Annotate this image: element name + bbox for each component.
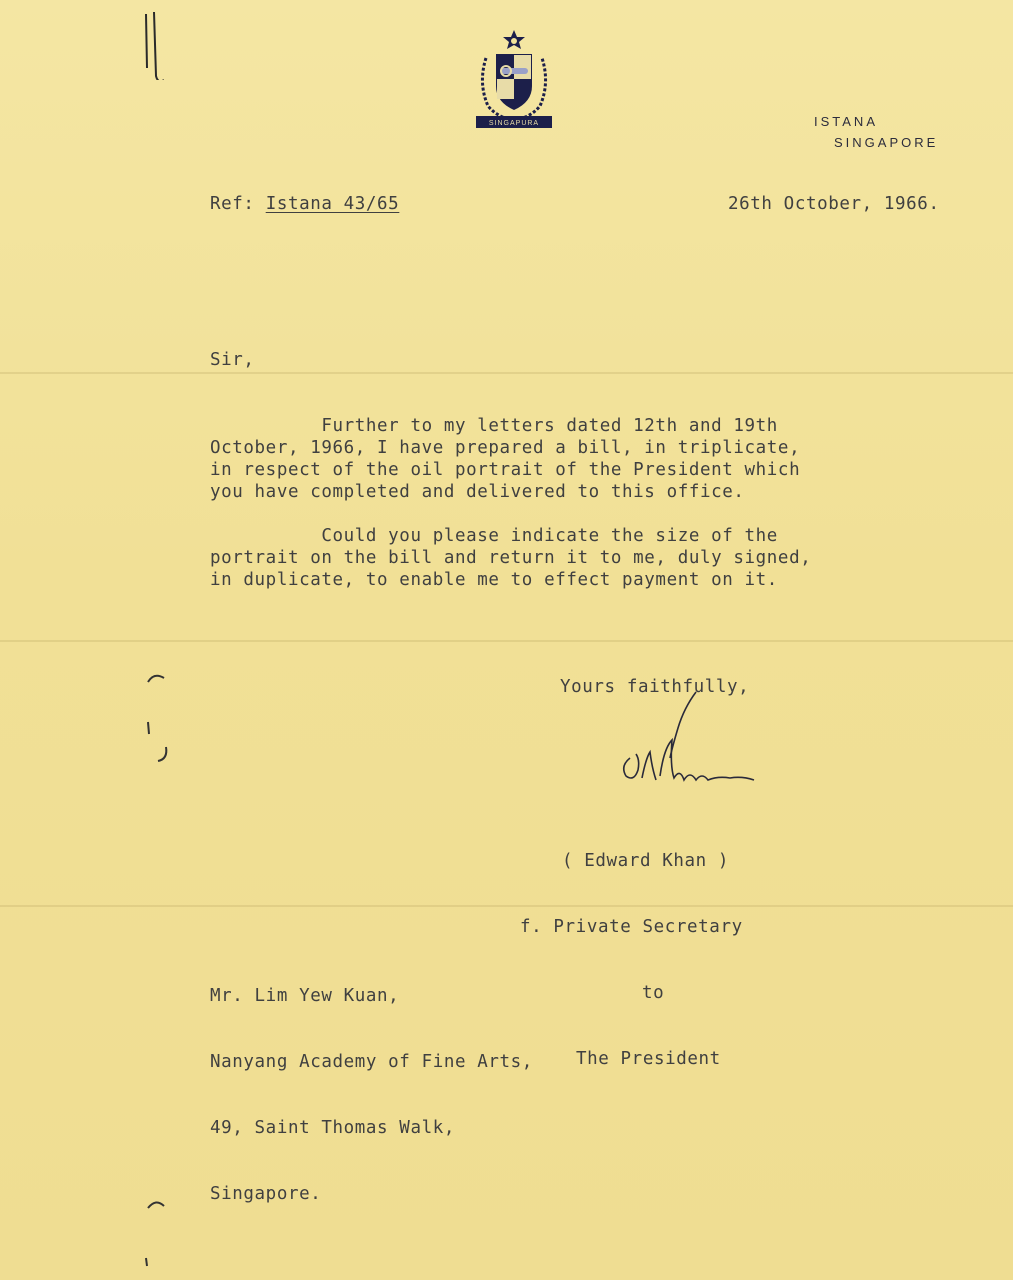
punch-mark-icon [150, 745, 174, 765]
signatory-name: ( Edward Khan ) [562, 851, 730, 871]
recipient-address [210, 941, 533, 1249]
signatory-to: to [642, 983, 665, 1003]
recipient-line: Nanyang Academy of Fine Arts, [210, 1052, 533, 1072]
signature-block [520, 806, 743, 1114]
singapura-crest-icon [468, 28, 560, 134]
punch-mark-icon [140, 1252, 164, 1272]
reference [210, 193, 399, 215]
punch-mark-icon [144, 670, 168, 690]
fold-line [0, 372, 1013, 374]
ink-mark-icon [140, 10, 170, 80]
reference-label: Ref: [210, 194, 266, 214]
recipient-line: Singapore. [210, 1184, 322, 1204]
closing: Yours faithfully, [560, 677, 750, 697]
emblem-text: SINGAPURA [488, 120, 540, 127]
letter-date: 26th October, 1966. [728, 194, 940, 214]
fold-line [0, 640, 1013, 642]
salutation: Sir, [210, 350, 255, 370]
letterhead-address [808, 114, 968, 150]
body-paragraph-2: Could you please indicate the size of the portrait on the bill and return it to me, duly signed, in duplicate, to enable me to effect payment on it. [210, 526, 812, 590]
address-line-singapore: SINGAPORE [834, 135, 939, 150]
address-line-istana: ISTANA [814, 114, 878, 129]
fold-line [0, 905, 1013, 907]
punch-mark-icon [144, 1196, 168, 1216]
signatory-principal: The President [576, 1049, 721, 1069]
handwritten-signature [612, 688, 762, 788]
recipient-line: Mr. Lim Yew Kuan, [210, 986, 400, 1006]
reference-number: Istana 43/65 [265, 194, 400, 214]
signatory-title: f. Private Secretary [520, 917, 743, 937]
body-paragraph-1: Further to my letters dated 12th and 19th October, 1966, I have prepared a bill, in triplicate, in respect of the oil portrait of the President which you have completed and delivered to this office. [210, 416, 801, 502]
recipient-line: 49, Saint Thomas Walk, [210, 1118, 455, 1138]
punch-mark-icon [144, 718, 168, 738]
